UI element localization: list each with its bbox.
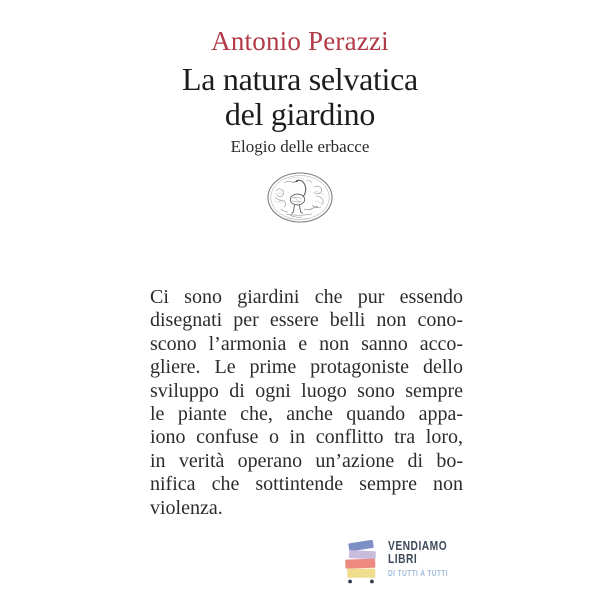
cover-header [0,26,600,157]
excerpt-line: disegnati per essere belli non cono- [150,309,463,332]
excerpt-line: iono confuse o in conflitto tra loro, [150,426,463,449]
book-title [0,62,600,132]
excerpt-line: scono l’armonia e non sanno acco- [150,332,463,355]
excerpt-line: nifica che sottintende sempre non [150,473,463,496]
excerpt-line: le piante che, anche quando appa- [150,403,463,426]
publisher-ostrich-emblem-icon [266,171,334,226]
book-title-line1: La natura selvatica [182,61,418,97]
excerpt-line: gliere. Le prime protagoniste dello [150,356,463,379]
vendor-tagline: DI TUTTI A TUTTI [388,569,449,578]
excerpt-line: violenza. [150,496,223,519]
excerpt-line: Ci sono giardini che pur essendo [150,286,463,308]
book-stack-cart-icon [342,540,380,590]
vendor-logo-text [388,540,448,578]
book-subtitle: Elogio delle erbacce [230,137,370,156]
book-title-line2: del giardino [224,96,376,132]
vendor-logo [342,540,461,590]
excerpt-line: sviluppo di ogni luogo sono sempre [150,379,463,402]
vendor-name-line1: VENDIAMO [388,539,448,553]
excerpt-paragraph [150,286,463,520]
author-name: Antonio Perazzi [211,26,389,56]
excerpt-line: in verità operano un’azione di bo- [150,449,463,472]
vendor-name-line2: LIBRI [388,552,418,566]
